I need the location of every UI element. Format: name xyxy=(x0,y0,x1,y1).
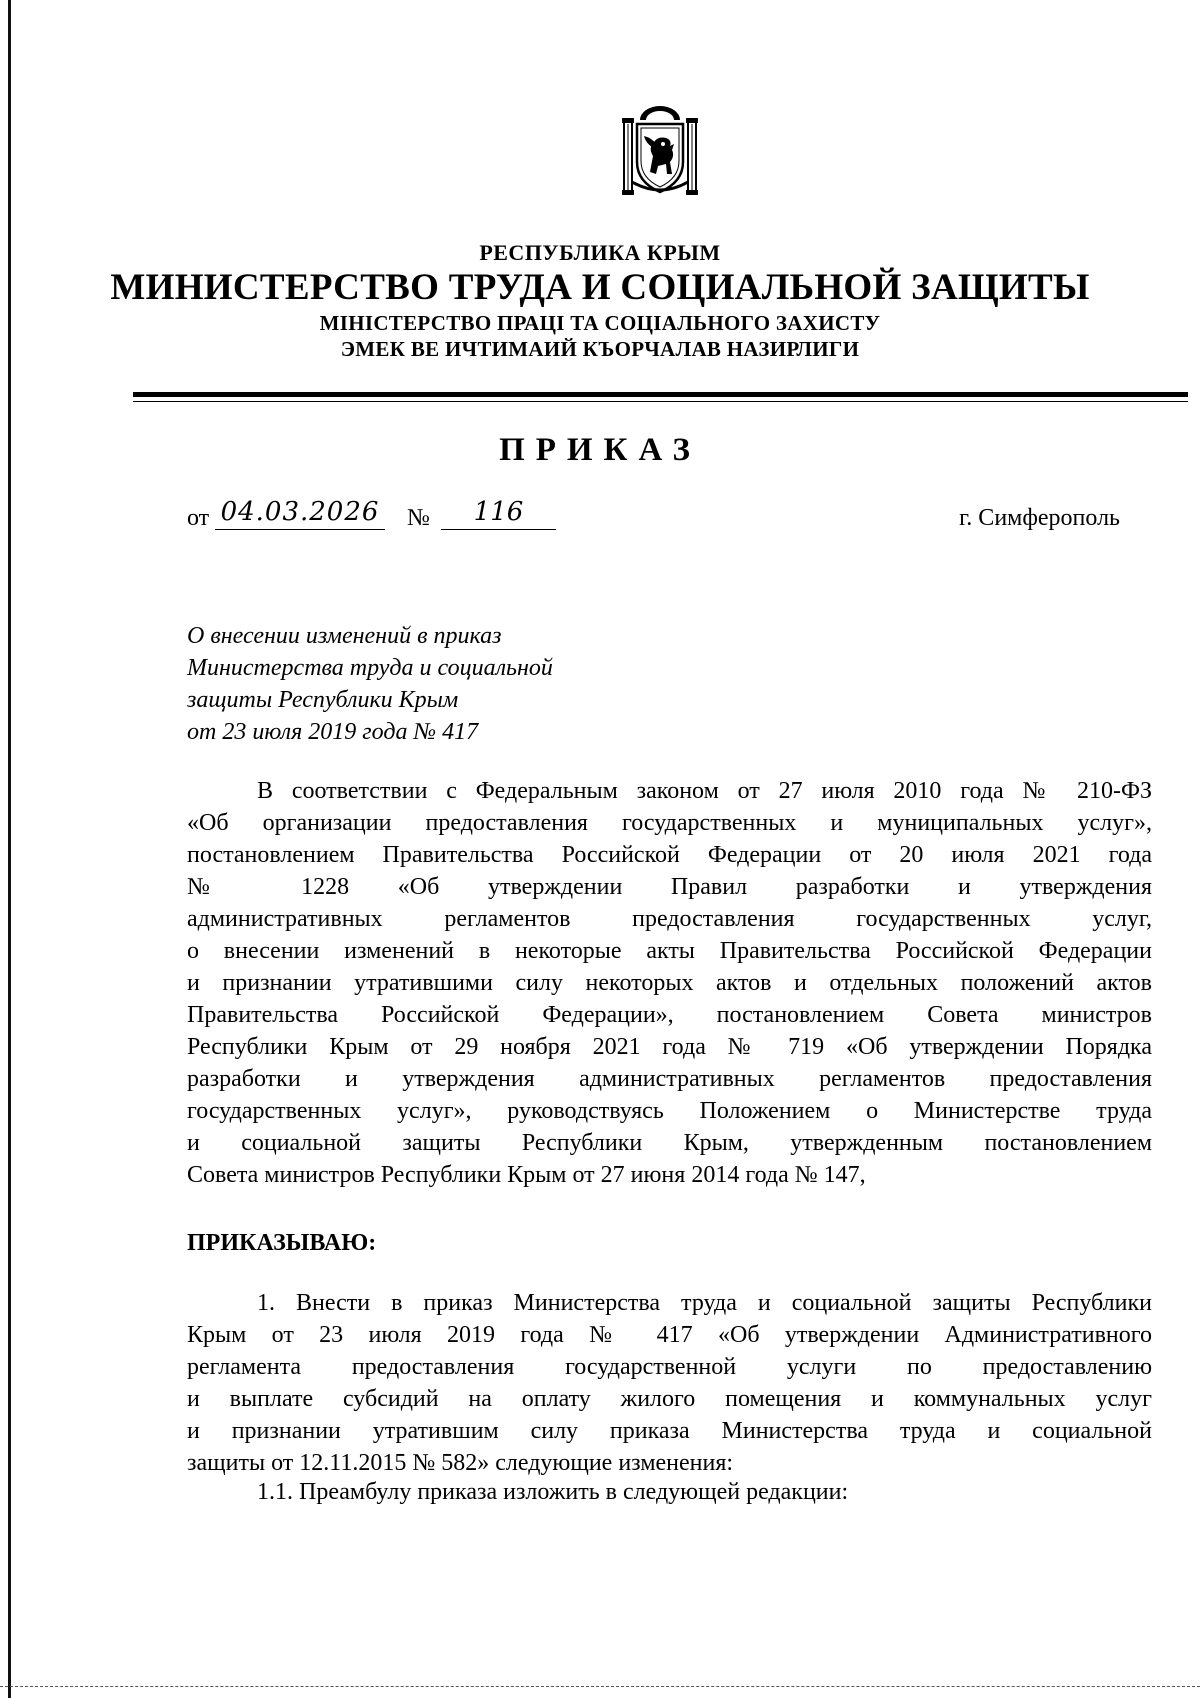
document-date: 04.03.2026 xyxy=(215,497,385,530)
paragraph-line: № 1228 «Об утверждении Правил разработки и утверждения xyxy=(187,874,1152,900)
paragraph-line: Совета министров Республики Крым от 27 июня 2014 года № 147, xyxy=(187,1162,866,1188)
subject-line: защиты Республики Крым xyxy=(187,687,459,713)
paragraph-line: и социальной защиты Республики Крым, утвержденным постановлением xyxy=(187,1130,1152,1156)
document-subject xyxy=(187,620,553,748)
paragraph-line: Правительства Российской Федерации», постановлением Совета министров xyxy=(187,1002,1152,1028)
paragraph-line: защиты от 12.11.2015 № 582» следующие изменения: xyxy=(187,1450,734,1476)
number-prefix: № xyxy=(407,505,430,531)
page-bottom-edge xyxy=(0,1686,1200,1687)
paragraph-line: постановлением Правительства Российской Федерации от 20 июля 2021 года xyxy=(187,842,1152,868)
paragraph-line: государственных услуг», руководствуясь Положением о Министерстве труда xyxy=(187,1098,1152,1124)
item-1-paragraph xyxy=(187,1287,1152,1479)
header-divider-thin xyxy=(133,401,1188,402)
subject-line: Министерства труда и социальной xyxy=(187,655,553,681)
republic-name: РЕСПУБЛИКА КРЫМ xyxy=(479,240,721,265)
paragraph-line: В соответствии с Федеральным законом от 27 июля 2010 года № 210-ФЗ xyxy=(257,778,1152,804)
paragraph-line: административных регламентов предоставления государственных услуг, xyxy=(187,906,1152,932)
paragraph-line: 1. Внести в приказ Министерства труда и социальной защиты Республики xyxy=(257,1290,1152,1316)
document-number: 116 xyxy=(441,497,556,530)
paragraph-line: и признании утратившим силу приказа Министерства труда и социальной xyxy=(187,1418,1152,1444)
paragraph-line: Крым от 23 июля 2019 года № 417 «Об утверждении Административного xyxy=(187,1322,1152,1348)
paragraph-line: и признании утратившими силу некоторых актов и отдельных положений актов xyxy=(187,970,1152,996)
subject-line: от 23 июля 2019 года № 417 xyxy=(187,719,479,745)
paragraph-line: и выплате субсидий на оплату жилого помещения и коммунальных услуг xyxy=(187,1386,1152,1412)
order-keyword: ПРИКАЗЫВАЮ: xyxy=(187,1230,377,1256)
crimea-coat-of-arms-icon xyxy=(620,100,700,200)
header-divider-thick xyxy=(133,392,1188,397)
ministry-name-crimean-tatar: ЭМЕК ВЕ ИЧТИМАИЙ КЪОРЧАЛАВ НАЗИРЛИГИ xyxy=(340,337,860,361)
ministry-name: МИНИСТЕРСТВО ТРУДА И СОЦИАЛЬНОЙ ЗАЩИТЫ xyxy=(110,267,1090,308)
date-prefix: от xyxy=(187,505,210,531)
paragraph-line: «Об организации предоставления государственных и муниципальных услуг», xyxy=(187,810,1152,836)
paragraph-line: Республики Крым от 29 ноября 2021 года № 719 «Об утверждении Порядка xyxy=(187,1034,1152,1060)
paragraph-line: разработки и утверждения административных регламентов предоставления xyxy=(187,1066,1152,1092)
preamble-paragraph xyxy=(187,775,1152,1191)
subject-line: О внесении изменений в приказ xyxy=(187,623,502,649)
document-city: г. Симферополь xyxy=(959,505,1120,531)
paragraph-line: регламента предоставления государственной услуги по предоставлению xyxy=(187,1354,1152,1380)
document-title: ПРИКАЗ xyxy=(499,432,701,468)
ministry-name-ukrainian: МІНІСТЕРСТВО ПРАЦІ ТА СОЦІАЛЬНОГО ЗАХИСТУ xyxy=(319,311,881,335)
paragraph-line: о внесении изменений в некоторые акты Правительства Российской Федерации xyxy=(187,938,1152,964)
item-1-1: 1.1. Преамбулу приказа изложить в следующей редакции: xyxy=(257,1479,849,1505)
